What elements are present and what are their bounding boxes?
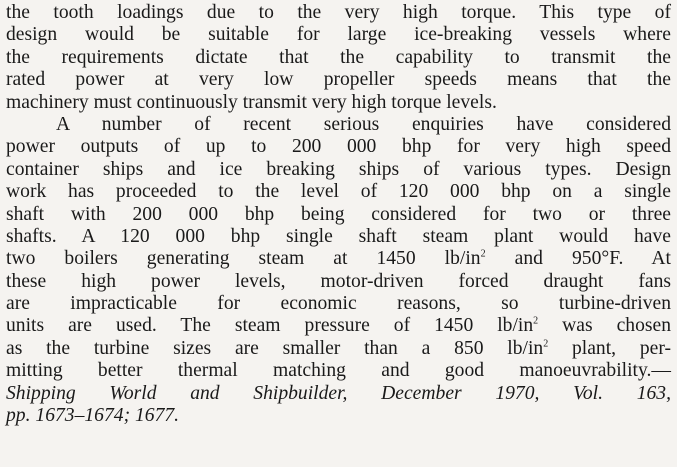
text-line-16 bbox=[6, 338, 671, 360]
text-line-1: the tooth loadings due to the very high torque. This type of bbox=[6, 2, 671, 23]
text-line-8: container ships and ice breaking ships of various types. Design bbox=[6, 158, 671, 180]
text-line-5: machinery must continuously transmit very high torque levels. bbox=[6, 91, 497, 113]
text-line-12-tail: and 950°F. At bbox=[485, 248, 671, 270]
text-line-14: are impracticable for economic reasons, so turbine-driven bbox=[6, 293, 671, 315]
citation-line-2: pp. 1673–1674; 1677. bbox=[6, 405, 180, 427]
text-line-16-tail: plant, per- bbox=[548, 337, 671, 359]
document-page bbox=[6, 2, 671, 427]
superscript-16: 2 bbox=[543, 338, 549, 350]
text-line-12-head: two boilers generating steam at 1450 lb/in bbox=[6, 248, 481, 270]
text-line-7: power outputs of up to 200 000 bhp for very high speed bbox=[6, 136, 671, 158]
text-line-15-tail: was chosen bbox=[538, 315, 671, 337]
superscript-15: 2 bbox=[533, 315, 539, 327]
text-line-6: A number of recent serious enquiries have considered bbox=[56, 113, 671, 135]
text-line-17: mitting better thermal matching and good manoeuvrability.— bbox=[6, 360, 671, 382]
text-line-2: design would be suitable for large ice-breaking vessels where bbox=[6, 24, 671, 46]
text-line-12 bbox=[6, 248, 671, 270]
text-line-13: these high power levels, motor-driven forced draught fans bbox=[6, 270, 671, 292]
text-line-15 bbox=[6, 315, 671, 337]
text-line-15-head: units are used. The steam pressure of 1450 lb/in bbox=[6, 315, 534, 337]
citation-line-1: Shipping World and Shipbuilder, December 1970, Vol. 163, bbox=[6, 382, 671, 404]
text-line-10: shaft with 200 000 bhp being considered for two or three bbox=[6, 203, 671, 225]
superscript-12: 2 bbox=[480, 248, 486, 260]
text-line-16-head: as the turbine sizes are smaller than a 850 lb/in bbox=[6, 337, 544, 359]
text-line-4: rated power at very low propeller speeds means that the bbox=[6, 69, 671, 91]
text-line-9: work has proceeded to the level of 120 000 bhp on a single bbox=[6, 181, 671, 203]
text-line-3: the requirements dictate that the capability to transmit the bbox=[6, 46, 671, 68]
text-line-11: shafts. A 120 000 bhp single shaft steam plant would have bbox=[6, 225, 671, 247]
